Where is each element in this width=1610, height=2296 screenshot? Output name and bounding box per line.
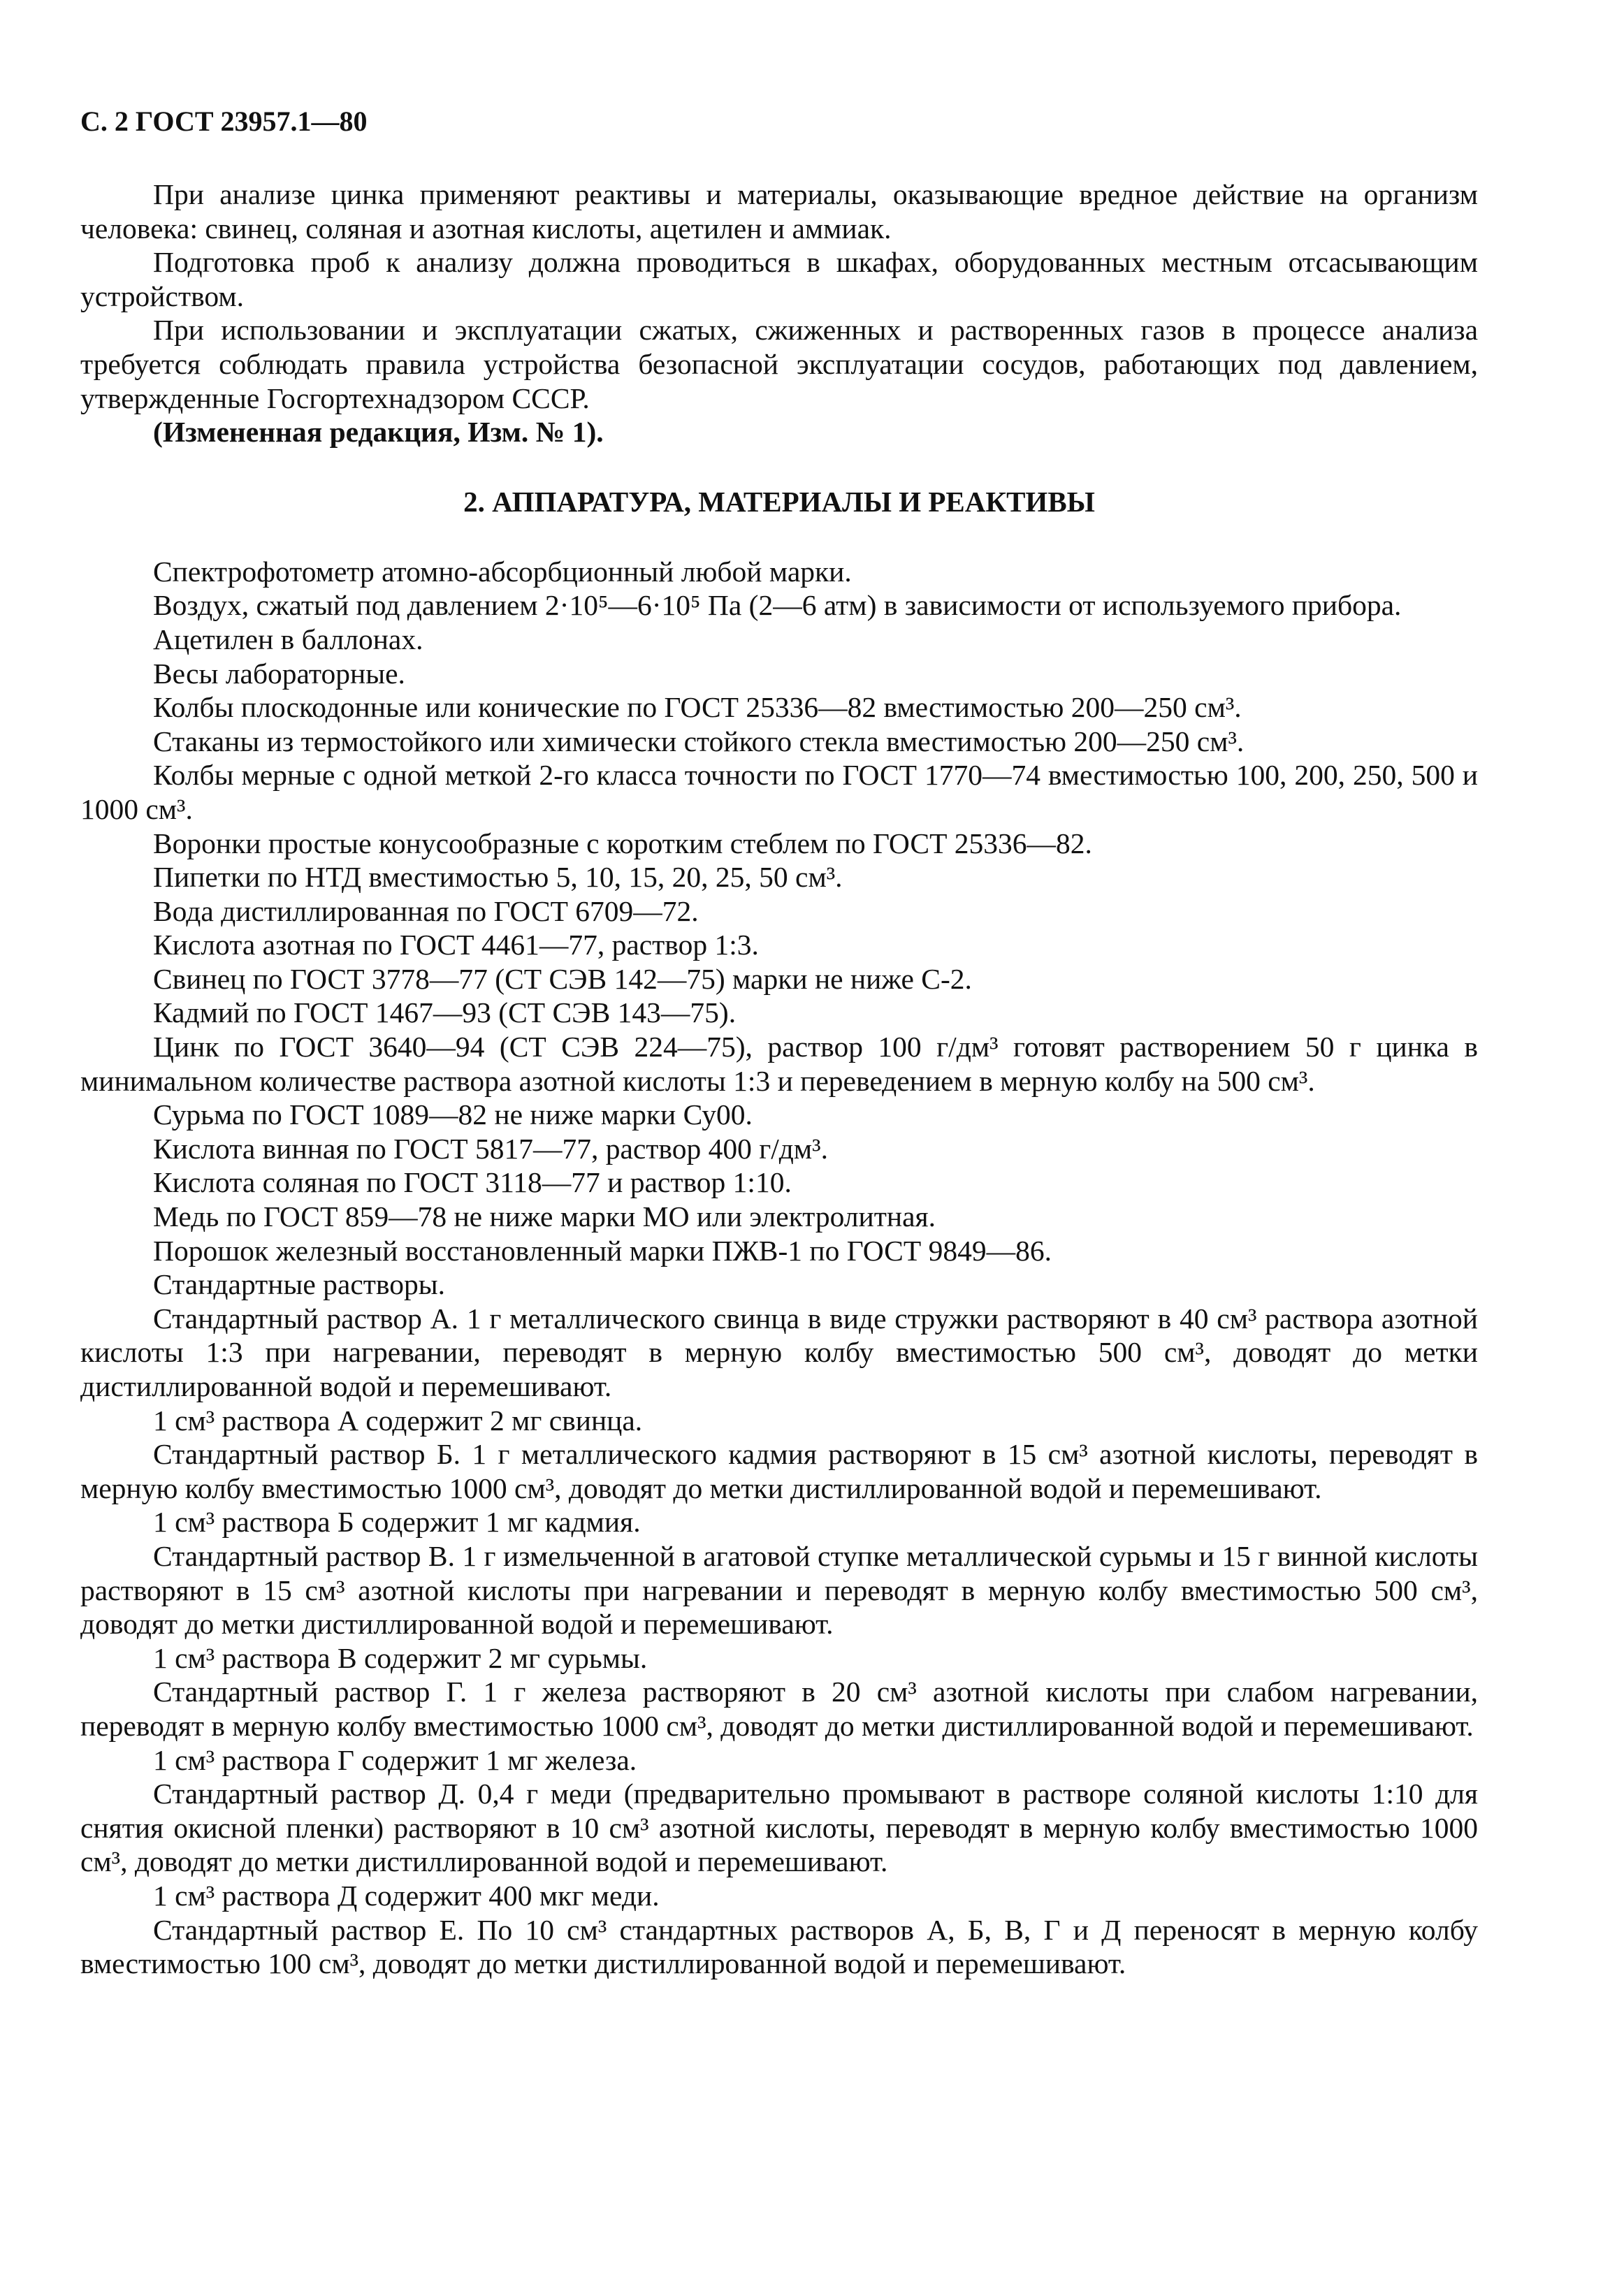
list-item: Пипетки по НТД вместимостью 5, 10, 15, 20, 25, 50 см³. (153, 861, 843, 894)
list-item: 1 см³ раствора Б содержит 1 мг кадмия. (153, 1506, 641, 1539)
intro-paragraph: При анализе цинка применяют реактивы и материалы, оказывающие вредное действие на организм человека: свинец, соляная и азотная кислоты, ацетилен и аммиак. (80, 178, 1478, 245)
list-item: Стаканы из термостойкого или химически стойкого стекла вместимостью 200—250 см³. (153, 725, 1245, 757)
list-item: 1 см³ раствора Г содержит 1 мг железа. (153, 1743, 637, 1776)
list-item: Ацетилен в баллонах. (153, 623, 423, 655)
list-item: 1 см³ раствора Д содержит 400 мкг меди. (153, 1879, 660, 1912)
list-item: Стандартный раствор Г. 1 г железа растворяют в 20 см³ азотной кислоты при слабом нагревании, переводят в мерную колбу вместимостью 1000 см³, доводят до метки дистиллированной водой и перемешивают. (80, 1676, 1478, 1742)
document-page (80, 105, 1478, 1981)
list-item: Вода дистиллированная по ГОСТ 6709—72. (153, 894, 699, 927)
list-item: Сурьма по ГОСТ 1089—82 не ниже марки Су00. (153, 1098, 753, 1131)
list-item: Порошок железный восстановленный марки ПЖВ-1 по ГОСТ 9849—86. (153, 1234, 1052, 1267)
list-item: 1 см³ раствора В содержит 2 мг сурьмы. (153, 1641, 648, 1674)
list-item: Стандартный раствор Е. По 10 см³ стандартных растворов А, Б, В, Г и Д переносят в мерную колбу вместимостью 100 см³, доводят до метки дистиллированной водой и перемешивают. (80, 1913, 1478, 1980)
list-item: Воронки простые конусообразные с коротким стеблем по ГОСТ 25336—82. (153, 827, 1092, 859)
list-item: 1 см³ раствора А содержит 2 мг свинца. (153, 1404, 643, 1437)
intro-paragraph: При использовании и эксплуатации сжатых, сжиженных и растворенных газов в процессе анализа требуется соблюдать правила устройства безопасной эксплуатации сосудов, работающих под давлением, утвержденные Госгортехнадзором СССР. (80, 314, 1478, 414)
intro-block (80, 177, 1478, 449)
list-item: Стандартный раствор А. 1 г металлического свинца в виде стружки растворяют в 40 см³ раствора азотной кислоты 1:3 при нагревании, переводят в мерную колбу вместимостью 500 см³, доводят до метки дистиллированной водой и перемешивают. (80, 1302, 1478, 1402)
list-item: Медь по ГОСТ 859—78 не ниже марки МО или электролитная. (153, 1200, 936, 1233)
list-item: Кислота винная по ГОСТ 5817—77, раствор 400 г/дм³. (153, 1132, 828, 1165)
list-item: Цинк по ГОСТ 3640—94 (СТ СЭВ 224—75), раствор 100 г/дм³ готовят растворением 50 г цинка в минимальном количестве раствора азотной кислоты 1:3 и переведением в мерную колбу на 500 см³. (80, 1031, 1478, 1097)
change-note: (Измененная редакция, Изм. № 1). (153, 416, 604, 449)
list-item: Кислота соляная по ГОСТ 3118—77 и раствор 1:10. (153, 1166, 792, 1199)
intro-paragraph: Подготовка проб к анализу должна проводиться в шкафах, оборудованных местным отсасывающим устройством. (80, 246, 1478, 312)
list-item: Стандартный раствор Д. 0,4 г меди (предварительно промывают в растворе соляной кислоты 1:10 для снятия окисной пленки) растворяют в 10 см³ азотной кислоты, переводят в мерную колбу вместимостью 1000 см³, доводят до метки дистиллированной водой и перемешивают. (80, 1778, 1478, 1878)
list-item: Воздух, сжатый под давлением 2·10⁵—6·10⁵ Па (2—6 атм) в зависимости от используемого прибора. (153, 589, 1402, 622)
section-title (80, 485, 1478, 518)
section-title-text: 2. АППАРАТУРА, МАТЕРИАЛЫ И РЕАКТИВЫ (463, 485, 1095, 518)
list-item: Кадмий по ГОСТ 1467—93 (СТ СЭВ 143—75). (153, 996, 737, 1029)
list-item: Стандартные растворы. (153, 1268, 445, 1301)
list-item: Стандартный раствор Б. 1 г металлического кадмия растворяют в 15 см³ азотной кислоты, переводят в мерную колбу вместимостью 1000 см³, доводят до метки дистиллированной водой и перемешивают. (80, 1438, 1478, 1504)
list-item: Колбы плоскодонные или конические по ГОСТ 25336—82 вместимостью 200—250 см³. (153, 691, 1242, 724)
list-item: Колбы мерные с одной меткой 2-го класса точности по ГОСТ 1770—74 вместимостью 100, 200, 250, 500 и 1000 см³. (80, 759, 1478, 825)
page-header: С. 2 ГОСТ 23957.1—80 (80, 106, 368, 137)
list-item: Стандартный раствор В. 1 г измельченной в агатовой ступке металлической сурьмы и 15 г винной кислоты растворяют в 15 см³ азотной кислоты при нагревании и переводят в мерную колбу вместимостью 500 см³, доводят до метки дистиллированной водой и перемешивают. (80, 1539, 1478, 1641)
list-item: Кислота азотная по ГОСТ 4461—77, раствор 1:3. (153, 929, 759, 961)
items-list (80, 555, 1478, 1981)
list-item: Спектрофотометр атомно-абсорбционный любой марки. (153, 555, 852, 588)
list-item: Свинец по ГОСТ 3778—77 (СТ СЭВ 142—75) марки не ниже С-2. (153, 962, 972, 995)
list-item: Весы лабораторные. (153, 657, 405, 690)
